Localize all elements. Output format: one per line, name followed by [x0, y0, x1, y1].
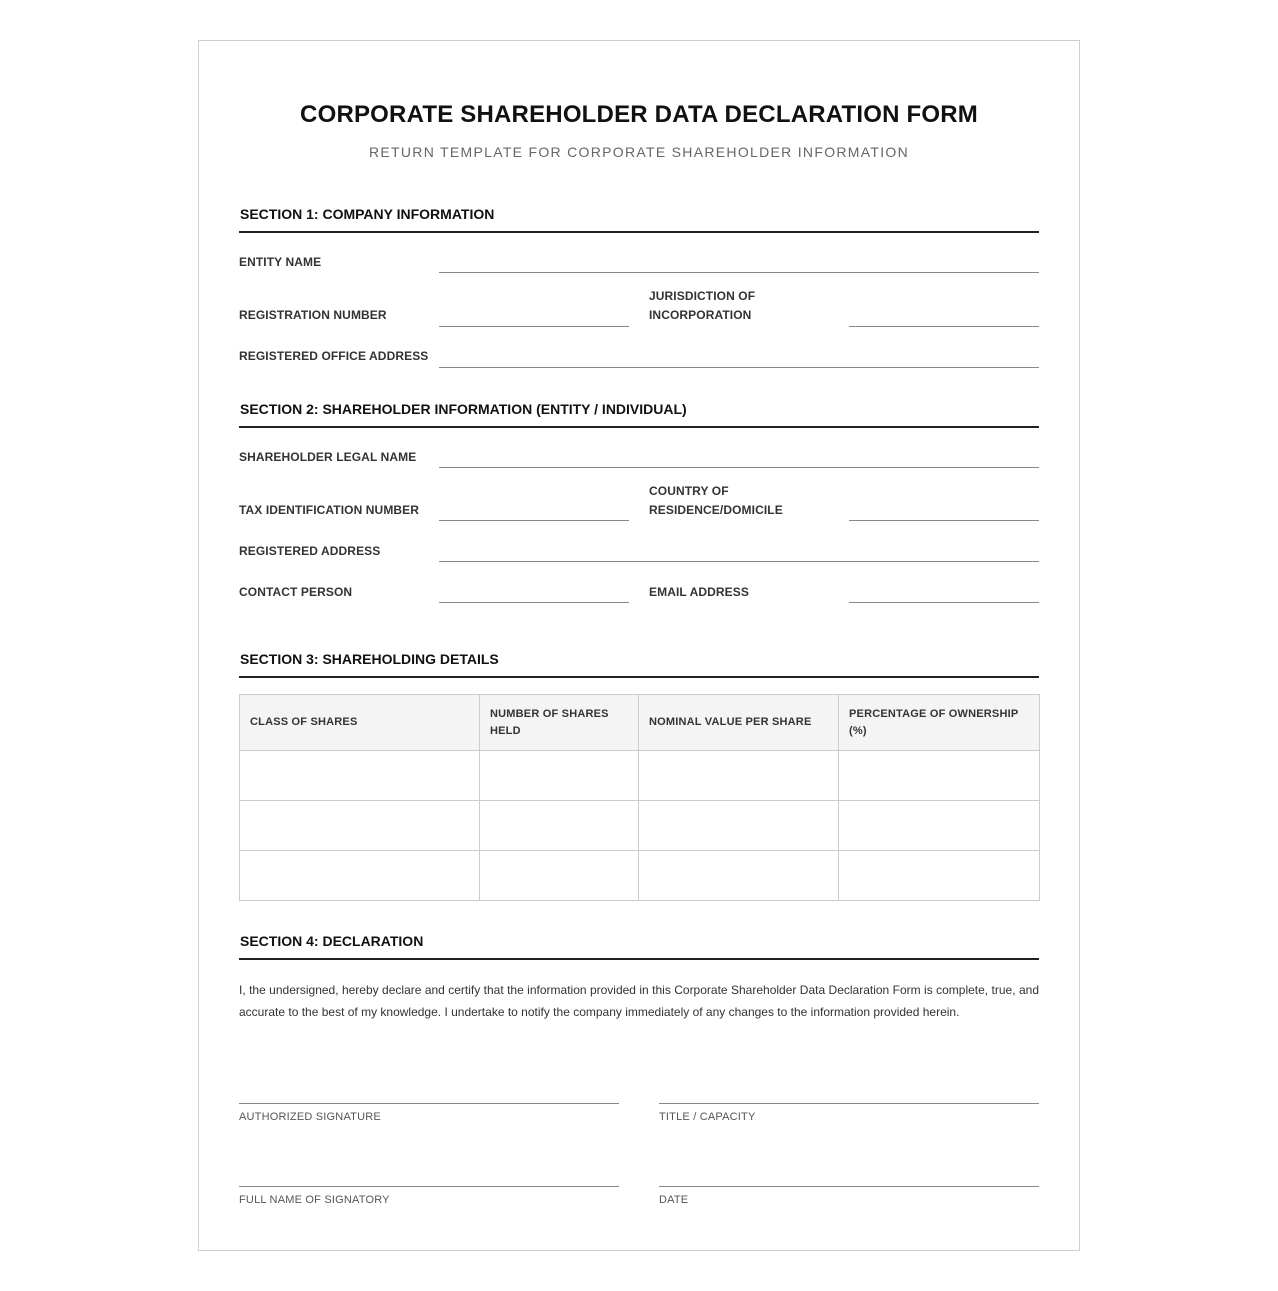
country-label	[649, 482, 783, 520]
table-cell[interactable]	[639, 801, 839, 851]
column-header-class-of-shares: CLASS OF SHARES	[240, 695, 480, 751]
title-capacity-label: TITLE / CAPACITY	[659, 1111, 756, 1123]
shareholding-table	[239, 694, 1040, 901]
authorized-signature-field[interactable]	[239, 1103, 619, 1104]
section-3-heading: SECTION 3: SHAREHOLDING DETAILS	[239, 651, 1039, 678]
country-label-line-1: COUNTRY OF	[649, 484, 729, 498]
table-cell[interactable]	[480, 751, 639, 801]
shareholder-legal-name-label: SHAREHOLDER LEGAL NAME	[239, 450, 417, 464]
table-cell[interactable]	[839, 801, 1040, 851]
date-field[interactable]	[659, 1186, 1039, 1187]
declaration-text: I, the undersigned, hereby declare and certify that the information provided in this Corporate Shareholder Data Declaration Form is complete, true, and accurate to the best of my knowledge. I undertake to notify the company immediately of any changes to the information provided herein.	[239, 983, 1039, 1019]
date-label: DATE	[659, 1194, 689, 1206]
title-capacity-field[interactable]	[659, 1103, 1039, 1104]
contact-person-field[interactable]	[439, 602, 629, 603]
table-cell[interactable]	[639, 751, 839, 801]
form-page	[198, 40, 1080, 1251]
table-cell[interactable]	[480, 801, 639, 851]
section-4-heading: SECTION 4: DECLARATION	[239, 933, 1039, 960]
section-1-heading: SECTION 1: COMPANY INFORMATION	[239, 206, 1039, 233]
shareholder-legal-name-field[interactable]	[439, 467, 1039, 468]
section-2-heading: SECTION 2: SHAREHOLDER INFORMATION (ENTITY / INDIVIDUAL)	[239, 401, 1039, 428]
jurisdiction-label-line-2: INCORPORATION	[649, 308, 752, 322]
country-field[interactable]	[849, 520, 1039, 521]
table-header-row	[240, 695, 1040, 751]
registered-address-label: REGISTERED ADDRESS	[239, 544, 381, 558]
table-cell[interactable]	[480, 851, 639, 901]
column-header-number-of-shares: NUMBER OF SHARES HELD	[480, 695, 639, 751]
table-row	[240, 751, 1040, 801]
authorized-signature-label: AUTHORIZED SIGNATURE	[239, 1111, 381, 1123]
column-header-nominal-value: NOMINAL VALUE PER SHARE	[639, 695, 839, 751]
email-address-label: EMAIL ADDRESS	[649, 585, 749, 599]
column-header-percentage-ownership: PERCENTAGE OF OWNERSHIP (%)	[839, 695, 1040, 751]
jurisdiction-field[interactable]	[849, 326, 1039, 327]
jurisdiction-label-line-1: JURISDICTION OF	[649, 289, 756, 303]
table-row	[240, 851, 1040, 901]
table-cell[interactable]	[240, 851, 480, 901]
table-cell[interactable]	[639, 851, 839, 901]
full-name-label: FULL NAME OF SIGNATORY	[239, 1194, 390, 1206]
contact-person-label: CONTACT PERSON	[239, 585, 353, 599]
registered-office-address-field[interactable]	[439, 367, 1039, 368]
registered-office-address-label: REGISTERED OFFICE ADDRESS	[239, 349, 429, 363]
tax-id-label: TAX IDENTIFICATION NUMBER	[239, 503, 420, 517]
full-name-field[interactable]	[239, 1186, 619, 1187]
entity-name-field[interactable]	[439, 272, 1039, 273]
registered-address-field[interactable]	[439, 561, 1039, 562]
country-label-line-2: RESIDENCE/DOMICILE	[649, 503, 783, 517]
table-cell[interactable]	[240, 801, 480, 851]
form-subtitle: RETURN TEMPLATE FOR CORPORATE SHAREHOLDER INFORMATION	[368, 144, 909, 160]
table-row	[240, 801, 1040, 851]
table-cell[interactable]	[240, 751, 480, 801]
table-cell[interactable]	[839, 751, 1040, 801]
entity-name-label: ENTITY NAME	[239, 255, 322, 269]
table-cell[interactable]	[839, 851, 1040, 901]
registration-number-label: REGISTRATION NUMBER	[239, 308, 387, 322]
jurisdiction-label	[649, 287, 755, 325]
tax-id-field[interactable]	[439, 520, 629, 521]
form-title: CORPORATE SHAREHOLDER DATA DECLARATION FORM	[300, 101, 978, 128]
registration-number-field[interactable]	[439, 326, 629, 327]
email-address-field[interactable]	[849, 602, 1039, 603]
